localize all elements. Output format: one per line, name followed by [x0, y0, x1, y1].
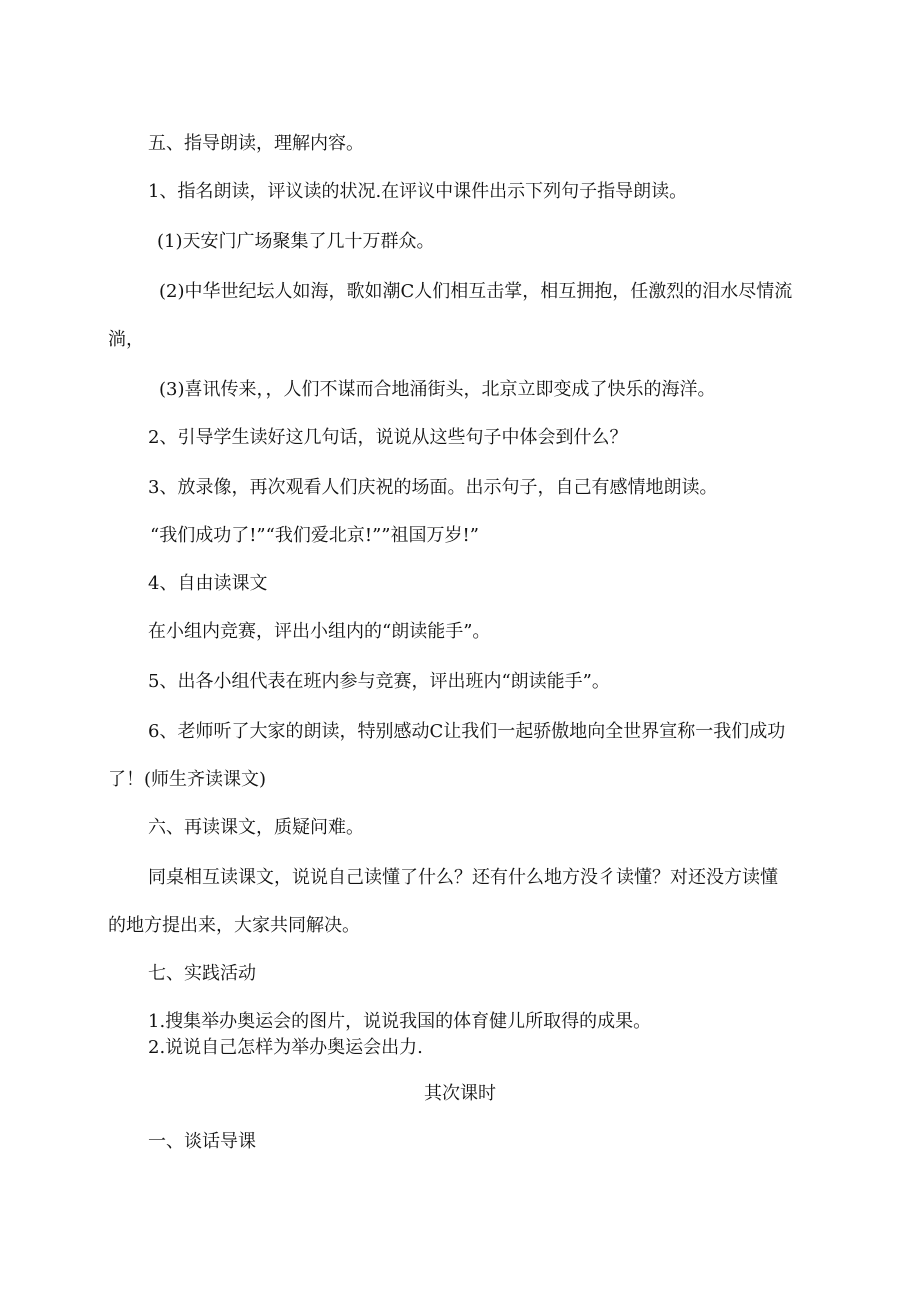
sentence-2-line-2: 淌，: [108, 329, 144, 350]
paragraph-item-1: 1、指名朗读，评议读的状况.在评议中课件出示下列句子指导朗读。: [148, 181, 688, 202]
paragraph-item-5: 5、出各小组代表在班内参与竞赛，评出班内“朗读能手”。: [148, 671, 610, 692]
activity-item-1: 1.搜集举办奥运会的图片，说说我国的体育健儿所取得的成果。: [148, 1011, 652, 1032]
paragraph-competition: 在小组内竞赛，评出小组内的“朗读能手”。: [148, 621, 491, 642]
sentence-2-line-1: (2)中华世纪坛人如海，歌如潮C人们相互击掌，相互拥抱，任激烈的泪水尽情流: [159, 281, 793, 302]
section-heading-5: 五、指导朗读，理解内容。: [148, 133, 364, 154]
quoted-sentences: “我们成功了!”“我们爱北京!””祖国万岁!”: [150, 525, 479, 546]
lesson-heading: 其次课时: [424, 1083, 496, 1104]
sentence-1: (1)天安门广场聚集了几十万群众。: [157, 231, 435, 252]
section-heading-6: 六、再读课文，质疑问难。: [148, 817, 364, 838]
paragraph-item-2: 2、引导学生读好这几句话，说说从这些句子中体会到什么？: [148, 427, 628, 448]
activity-item-2: 2.说说自己怎样为举办奥运会出力.: [148, 1037, 423, 1058]
section-heading-1: 一、谈话导课: [148, 1131, 256, 1152]
paragraph-item-6-line-2: 了！(师生齐读课文): [108, 769, 267, 790]
section-heading-7: 七、实践活动: [148, 963, 256, 984]
paragraph-reading-line-2: 的地方提出来，大家共同解决。: [108, 915, 360, 936]
paragraph-item-6-line-1: 6、老师听了大家的朗读，特别感动C让我们一起骄傲地向全世界宣称一我们成功: [148, 721, 786, 742]
sentence-3: (3)喜讯传来，，人们不谋而合地涌街头，北京立即变成了快乐的海洋。: [159, 379, 716, 400]
paragraph-reading-line-1: 同桌相互读课文，说说自己读懂了什么？还有什么地方没彳读懂？对还没方读懂: [148, 867, 778, 888]
paragraph-item-3: 3、放录像，再次观看人们庆祝的场面。出示句子，自己有感情地朗读。: [148, 477, 718, 498]
paragraph-item-4: 4、自由读课文: [148, 573, 268, 594]
